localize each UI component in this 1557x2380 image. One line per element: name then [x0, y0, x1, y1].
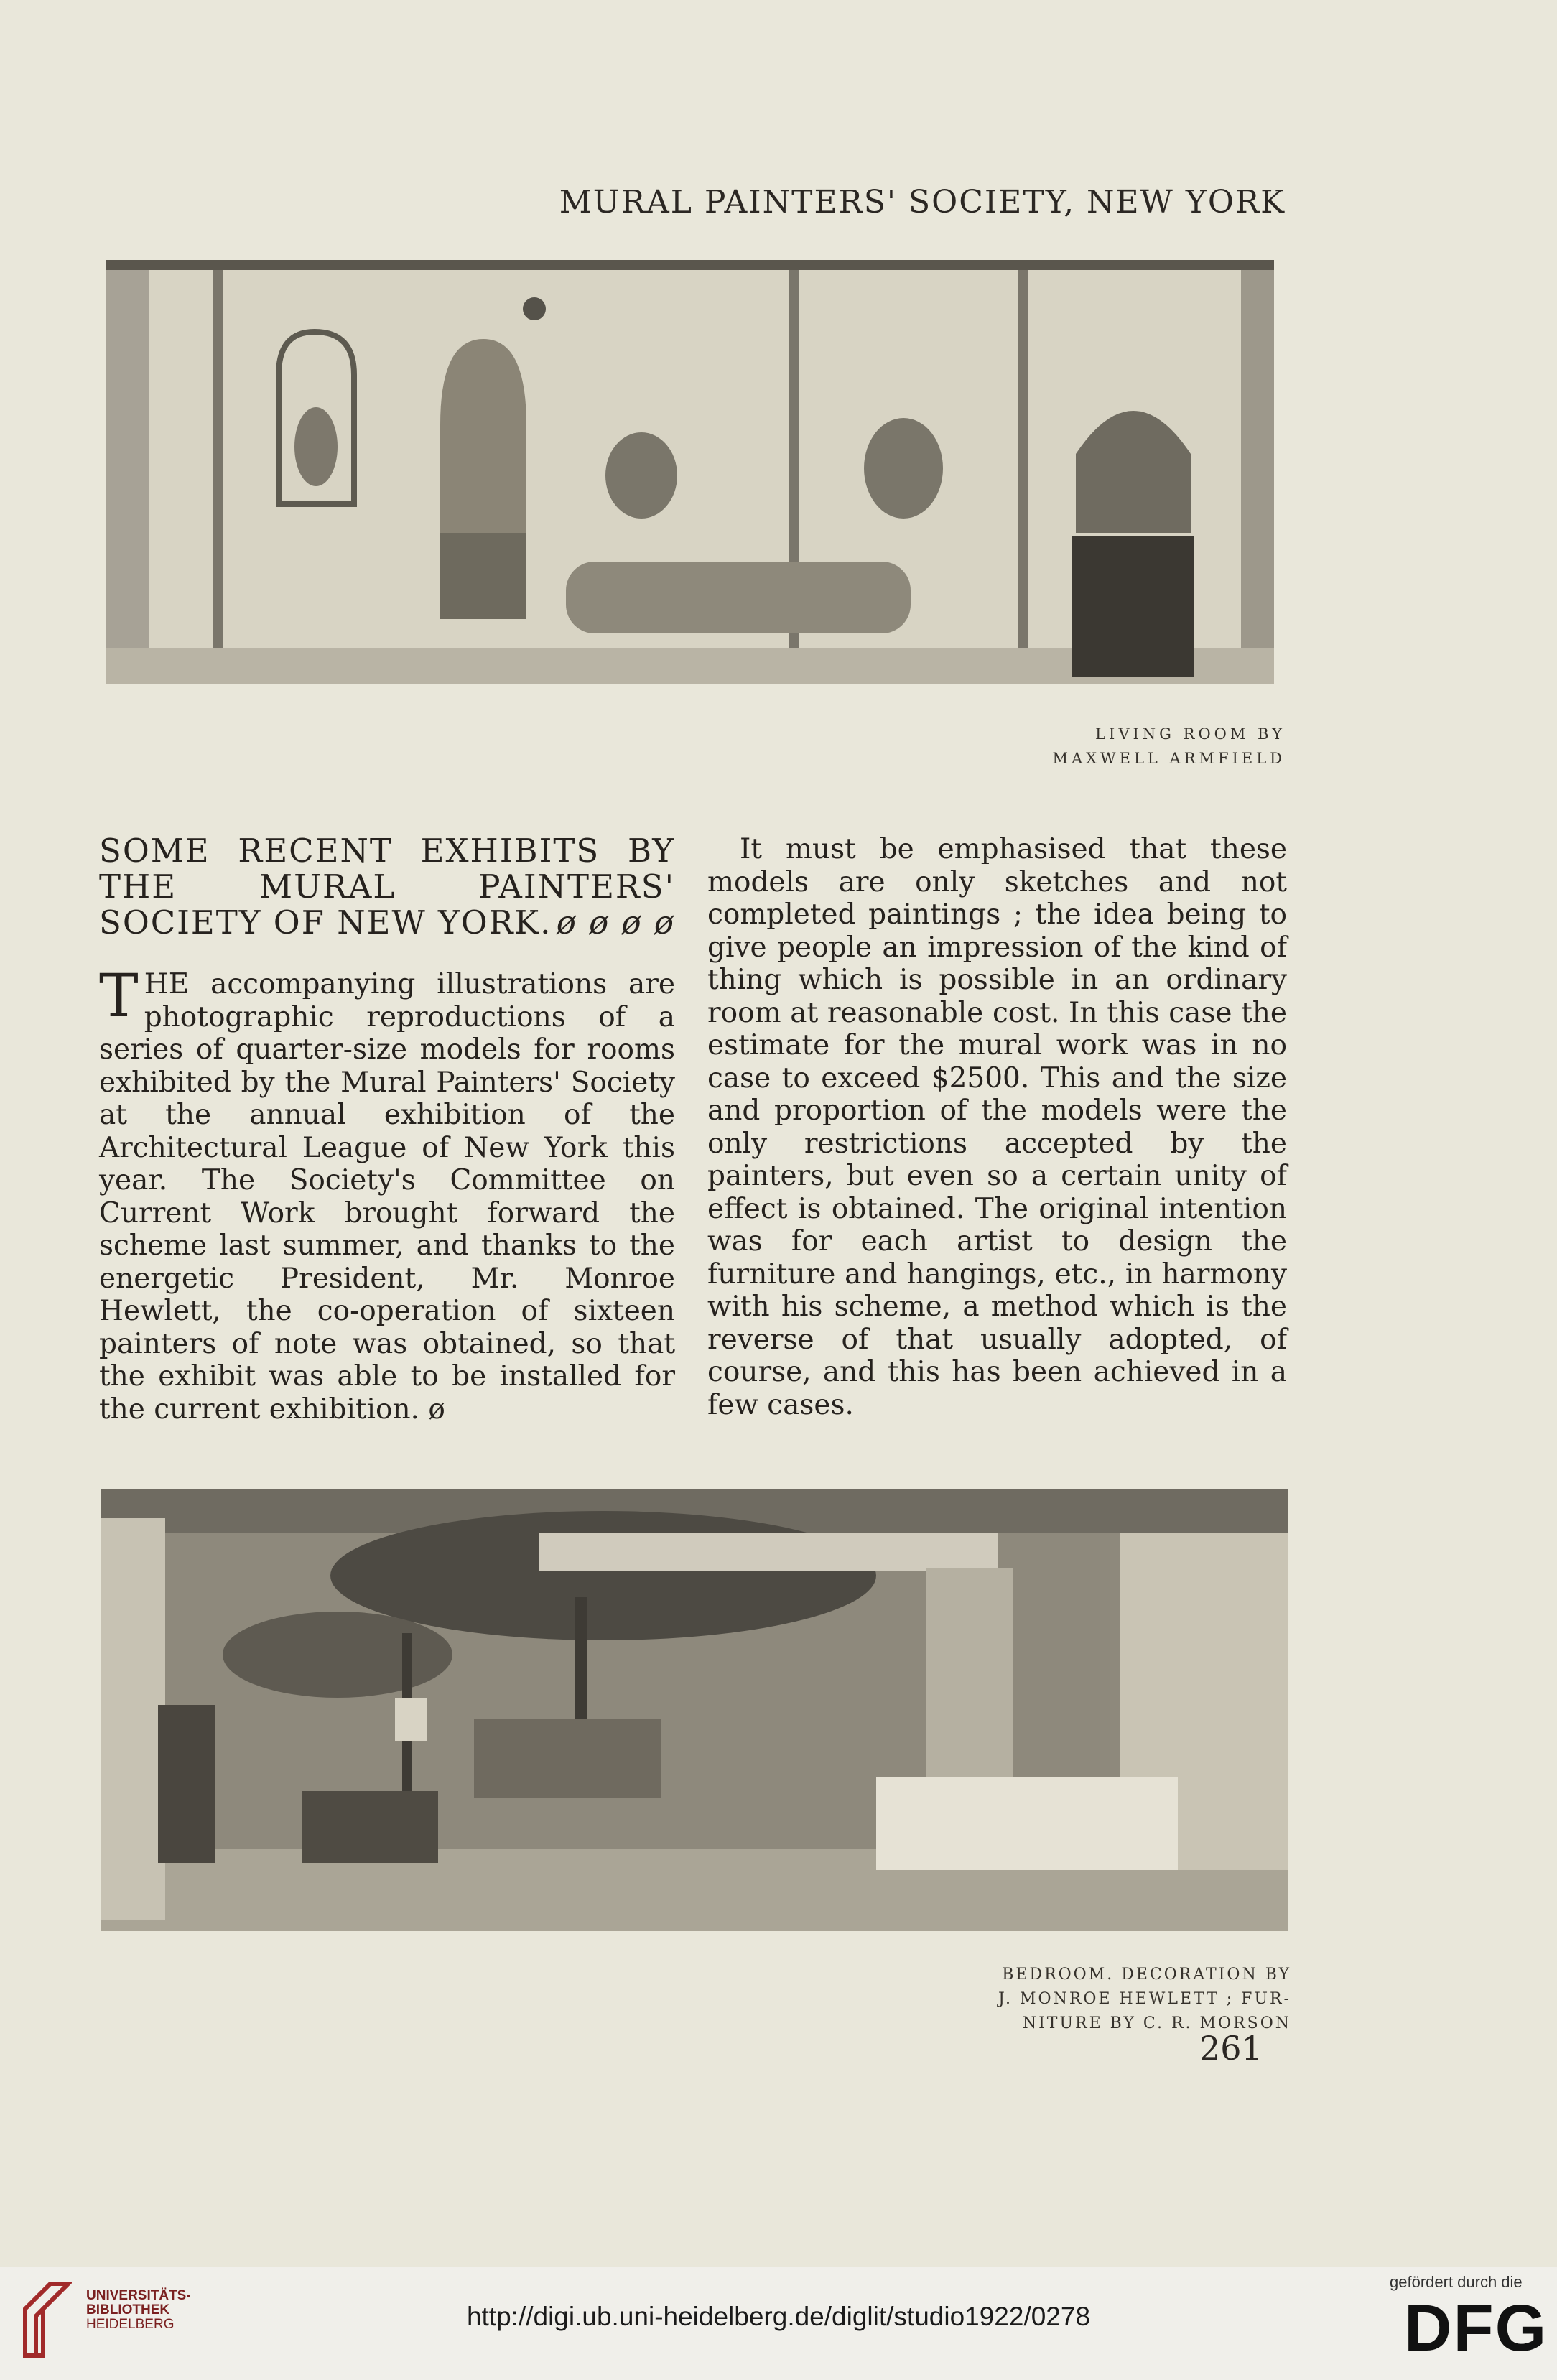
sponsor-note: gefördert durch die — [1390, 2273, 1523, 2291]
living-room-photograph — [106, 260, 1274, 684]
drop-cap: T — [99, 962, 139, 1031]
figure1-caption — [934, 722, 1286, 771]
figure1-caption-line1: LIVING ROOM BY — [1095, 725, 1286, 743]
dfg-logo: DFG — [1404, 2292, 1548, 2365]
paragraph-2-text: It must be emphasised that these models are only sketches and not completed paintings ; the idea being to give people an impression of the kind of thing which is possible in an ordinary room at reasonable cost. In this case the estimate for the mural work was in no case to exceed $2500. This and the size and proportion of the models were the only restrictions accepted by the painters, but even so a certain unity of effect is obtained. The original intention was for each artist to design the furniture and hangings, etc., in harmony with his scheme, a method which is the reverse of that usually adopted, of course, and this has been achieved in a few cases. — [707, 833, 1287, 1421]
paragraph-1 — [99, 962, 675, 1426]
living-room-photo-art — [106, 260, 1274, 684]
bedroom-photo-art — [101, 1489, 1288, 1931]
bedroom-photograph — [101, 1489, 1288, 1931]
figure1-caption-line2: MAXWELL ARMFIELD — [1052, 750, 1286, 767]
library-line-2: BIBLIOTHEK — [86, 2302, 170, 2318]
library-line-3: HEIDELBERG — [86, 2317, 175, 2332]
paragraph-1-text: HE accompanying illustrations are photographic reproductions of a series of quarter-size models for rooms exhibited by the Mural Painters' Society at the annual exhibition of the Architectural League of New York this year. The Society's Committee on Current Work brought forward the scheme last summer, and thanks to the energetic President, Mr. Monroe Hewlett, the co-operation of sixteen painters of note was obtained, so that the exhibit was able to be installed for the current exhibition. ø — [99, 968, 675, 1426]
right-column — [707, 833, 1287, 1421]
headline-text: SOME RECENT EXHIBITS BY THE MURAL PAINTERS' SOCIETY OF NEW YORK. — [99, 832, 675, 942]
figure2-caption-line3: NITURE BY C. R. MORSON — [1022, 2014, 1291, 2032]
article-headline — [99, 833, 675, 941]
page-number: 261 — [1199, 2029, 1263, 2068]
figure2-caption-line1: BEDROOM. DECORATION BY — [1002, 1966, 1291, 1984]
source-url-link[interactable]: http://digi.ub.uni-heidelberg.de/diglit/studio1922/0278 — [466, 2302, 1091, 2331]
figure2-caption-line2: J. MONROE HEWLETT ; FUR- — [998, 1990, 1291, 2008]
library-line-1: UNIVERSITÄTS- — [86, 2288, 191, 2303]
figure2-caption — [898, 1963, 1291, 2036]
left-column — [99, 833, 675, 1426]
running-head: MURAL PAINTERS' SOCIETY, NEW YORK — [559, 184, 1286, 220]
headline-ornaments: ø ø ø ø — [556, 903, 675, 942]
